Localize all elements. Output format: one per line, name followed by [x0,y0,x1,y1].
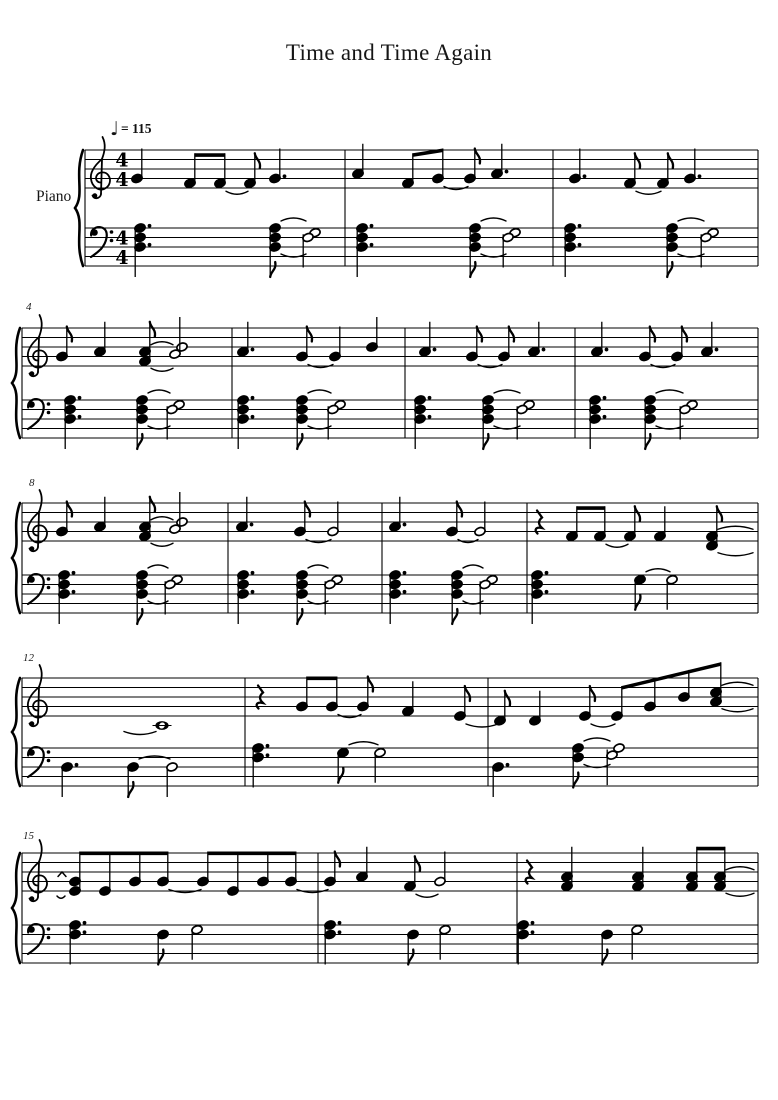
measure-number-12: 12 [23,652,34,664]
svg-text:4: 4 [115,247,129,269]
tempo-value: = 115 [120,121,152,136]
quarter-note-icon: ♩ [110,118,119,140]
svg-text:4: 4 [115,227,129,250]
tempo-marking [110,118,152,140]
piece-title: Time and Time Again [285,40,493,65]
instrument-label: Piano [36,188,72,205]
measure-number-8: 8 [29,477,35,489]
measure-number-15: 15 [23,830,34,842]
measure-number-4: 4 [26,301,32,313]
svg-text:4: 4 [115,169,129,191]
svg-text:4: 4 [115,149,129,172]
